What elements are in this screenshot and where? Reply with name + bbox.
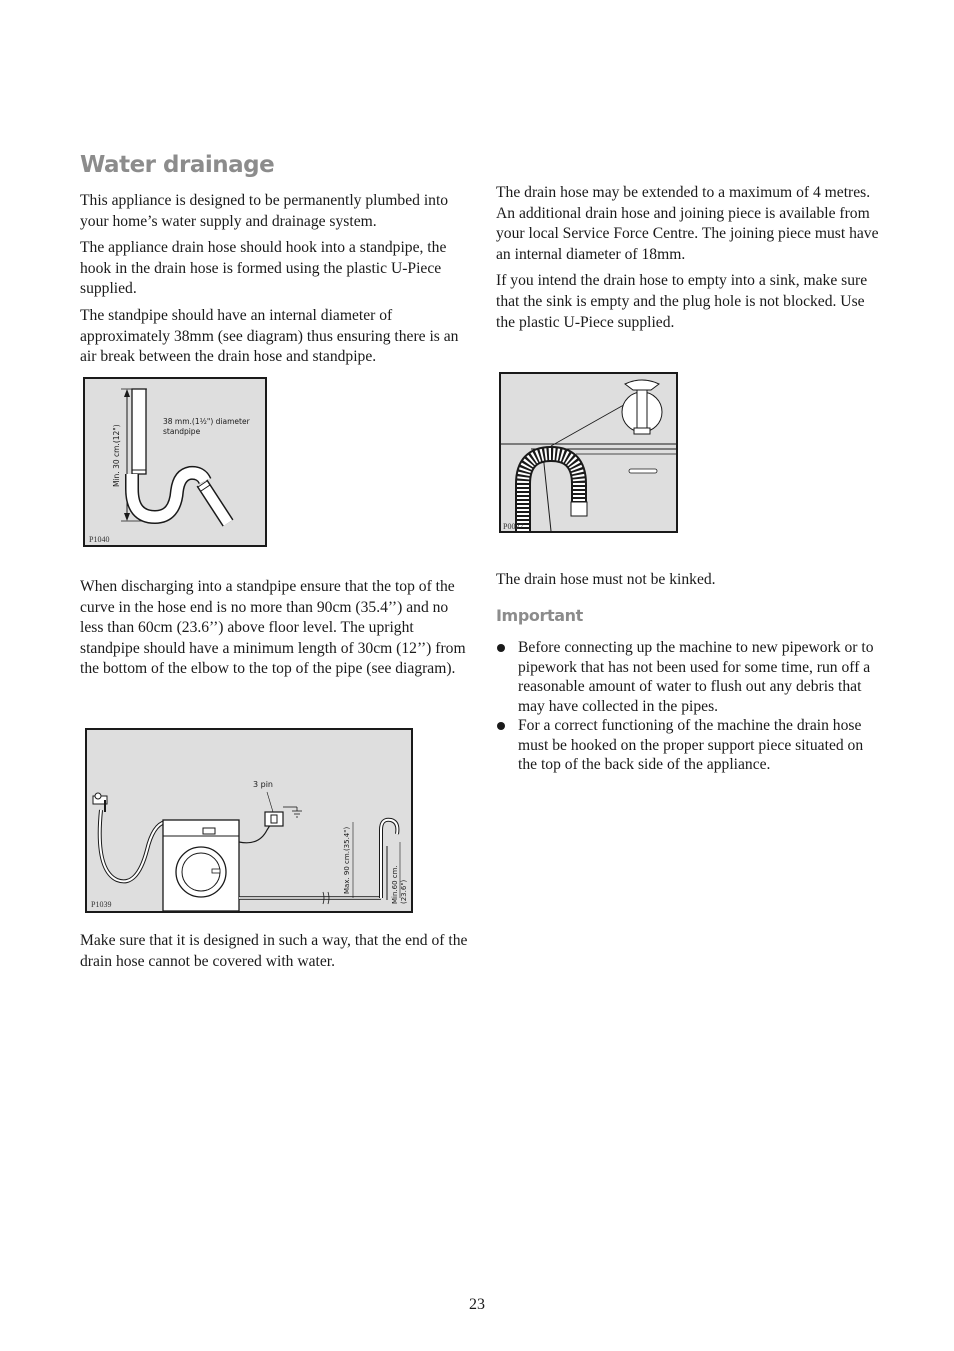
important-heading: Important	[496, 606, 583, 625]
paragraph-standpipe-heights: When discharging into a standpipe ensure that the top of the curve in the hose end is no more than 90cm (35.4’’) and no less than 60cm (23.6’’) above floor level. The upright standpipe should have a minimum length of 30cm (12’’) from the bottom of the elbow to the top of the pipe (see diagram).	[80, 578, 466, 678]
page-number: 23	[469, 1296, 485, 1313]
bullet-icon	[497, 644, 505, 652]
label-min-height: Min.60 cm.	[391, 865, 399, 904]
list-item	[496, 638, 880, 716]
label-min-length: Min. 30 cm.(12")	[112, 424, 121, 487]
label-max-height: Max. 90 cm.(35.4")	[343, 826, 351, 894]
list-item-text: Before connecting up the machine to new pipework or to pipework that has not been used for some time, run off a reasonable amount of water to flush out any debris that may have collected in the pipes.	[518, 639, 874, 715]
right-column-kinked	[496, 570, 886, 597]
paragraph-standpipe-diameter: The standpipe should have an internal diameter of approximately 38mm (see diagram) thus ensuring there is an air break between the drain hose and standpipe.	[80, 306, 459, 366]
list-item	[496, 716, 880, 775]
label-3-pin: 3 pin	[253, 780, 274, 789]
label-min-height-inches: (23.6")	[400, 879, 408, 904]
paragraph-sink: If you intend the drain hose to empty into a sink, make sure that the sink is empty and the plug hole is not blocked. Use the plastic U-Piece supplied.	[496, 272, 868, 331]
installation-illustration	[87, 730, 411, 911]
page-title: Water drainage	[80, 152, 275, 178]
label-standpipe: standpipe	[163, 427, 201, 436]
left-column-intro	[80, 191, 470, 374]
figure-code: P1040	[89, 535, 110, 544]
left-column-standpipe	[80, 577, 470, 686]
standpipe-illustration	[85, 379, 265, 545]
label-diameter: 38 mm.(1½") diameter	[163, 417, 250, 426]
left-column-water	[80, 931, 470, 978]
right-column-extension	[496, 183, 886, 339]
bullet-icon	[497, 722, 505, 730]
figure-installation	[85, 728, 413, 913]
paragraph-hose-extension: The drain hose may be extended to a maximum of 4 metres. An additional drain hose and joining piece is available from your local Service Force Centre. The joining piece must have an internal diameter of 18mm.	[496, 184, 879, 263]
paragraph-not-kinked: The drain hose must not be kinked.	[496, 571, 716, 588]
paragraph-hose-not-covered: Make sure that it is designed in such a way, that the end of the drain hose cannot be covered with water.	[80, 932, 468, 970]
figure-code: P1039	[91, 900, 112, 909]
figure-standpipe	[83, 377, 267, 547]
sink-illustration	[501, 374, 676, 531]
paragraph-drain-hose-hook: The appliance drain hose should hook into a standpipe, the hook in the drain hose is formed using the plastic U-Piece supplied.	[80, 239, 447, 298]
important-list	[496, 638, 880, 775]
figure-sink	[499, 372, 678, 533]
list-item-text: For a correct functioning of the machine the drain hose must be hooked on the proper support piece situated on the top of the back side of the appliance.	[518, 717, 864, 773]
figure-code: P0027	[503, 522, 524, 531]
paragraph-plumbed: This appliance is designed to be permanently plumbed into your home’s water supply and drainage system.	[80, 192, 449, 230]
